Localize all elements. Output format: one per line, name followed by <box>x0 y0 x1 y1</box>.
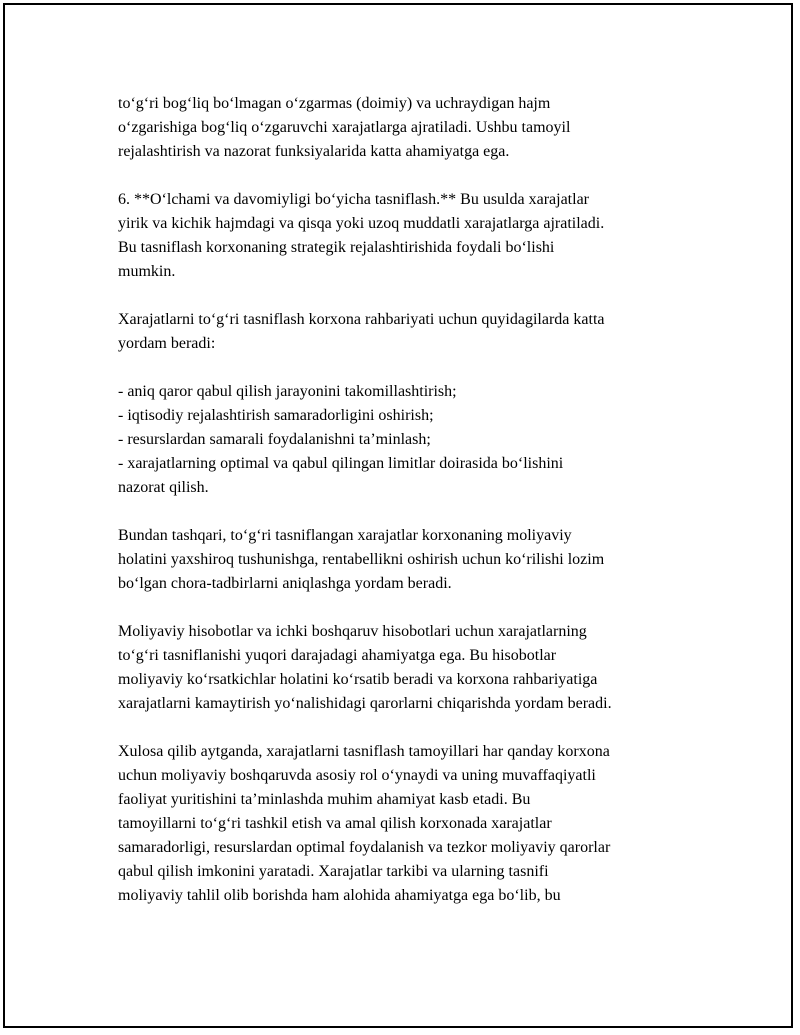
text-line: uchun moliyaviy boshqaruvda asosiy rol o‘ynaydi va uning muvaffaqiyatli <box>118 767 596 784</box>
text-line: to‘g‘ri bog‘liq bo‘lmagan o‘zgarmas (doimiy) va uchraydigan hajm <box>118 95 551 112</box>
paragraph-gap <box>118 284 698 308</box>
list-item: - iqtisodiy rejalashtirish samaradorligini oshirish; <box>118 407 434 424</box>
paragraph <box>118 740 698 908</box>
text-line: to‘g‘ri tasniflanishi yuqori darajadagi ahamiyatga ega. Bu hisobotlar <box>118 647 557 664</box>
paragraph-gap <box>118 596 698 620</box>
text-line: o‘zgarishiga bog‘liq o‘zgaruvchi xarajatlarga ajratiladi. Ushbu tamoyil <box>118 119 571 136</box>
text-line: Bundan tashqari, to‘g‘ri tasniflangan xarajatlar korxonaning moliyaviy <box>118 527 572 544</box>
list-item: - aniq qaror qabul qilish jarayonini takomillashtirish; <box>118 383 457 400</box>
text-line: mumkin. <box>118 263 176 280</box>
text-line: tamoyillarni to‘g‘ri tashkil etish va amal qilish korxonada xarajatlar <box>118 815 552 832</box>
text-line: yirik va kichik hajmdagi va qisqa yoki uzoq muddatli xarajatlarga ajratiladi. <box>118 215 605 232</box>
paragraph-gap <box>118 356 698 380</box>
list-item: nazorat qilish. <box>118 479 209 496</box>
paragraph <box>118 92 698 164</box>
text-line: Xulosa qilib aytganda, xarajatlarni tasniflash tamoyillari har qanday korxona <box>118 743 610 760</box>
paragraph-gap <box>118 716 698 740</box>
text-line: moliyaviy ko‘rsatkichlar holatini ko‘rsatib beradi va korxona rahbariyatiga <box>118 671 598 688</box>
paragraph <box>118 308 698 356</box>
text-line: Xarajatlarni to‘g‘ri tasniflash korxona rahbariyati uchun quyidagilarda katta <box>118 311 605 328</box>
text-line: yordam beradi: <box>118 335 216 352</box>
text-line: xarajatlarni kamaytirish yo‘nalishidagi qarorlarni chiqarishda yordam beradi. <box>118 695 612 712</box>
paragraph <box>118 188 698 284</box>
paragraph <box>118 524 698 596</box>
list-item: - xarajatlarning optimal va qabul qilingan limitlar doirasida bo‘lishini <box>118 455 564 472</box>
text-line: qabul qilish imkonini yaratadi. Xarajatlar tarkibi va ularning tasnifi <box>118 863 549 880</box>
list-item: - resurslardan samarali foydalanishni ta’minlash; <box>118 431 431 448</box>
text-line: rejalashtirish va nazorat funksiyalarida katta ahamiyatga ega. <box>118 143 510 160</box>
text-line: 6. **O‘lchami va davomiyligi bo‘yicha tasniflash.** Bu usulda xarajatlar <box>118 191 589 208</box>
paragraph-gap <box>118 500 698 524</box>
text-line: holatini yaxshiroq tushunishga, rentabellikni oshirish uchun ko‘rilishi lozim <box>118 551 605 568</box>
paragraph <box>118 620 698 716</box>
bullet-list <box>118 380 698 500</box>
text-line: faoliyat yuritishini ta’minlashda muhim ahamiyat kasb etadi. Bu <box>118 791 531 808</box>
text-line: moliyaviy tahlil olib borishda ham alohida ahamiyatga ega bo‘lib, bu <box>118 887 561 904</box>
paragraph-gap <box>118 164 698 188</box>
text-line: Bu tasniflash korxonaning strategik rejalashtirishida foydali bo‘lishi <box>118 239 555 256</box>
text-line: samaradorligi, resurslardan optimal foydalanish va tezkor moliyaviy qarorlar <box>118 839 611 856</box>
text-line: Moliyaviy hisobotlar va ichki boshqaruv hisobotlari uchun xarajatlarning <box>118 623 587 640</box>
document-body <box>118 92 698 908</box>
text-line: bo‘lgan chora-tadbirlarni aniqlashga yordam beradi. <box>118 575 452 592</box>
